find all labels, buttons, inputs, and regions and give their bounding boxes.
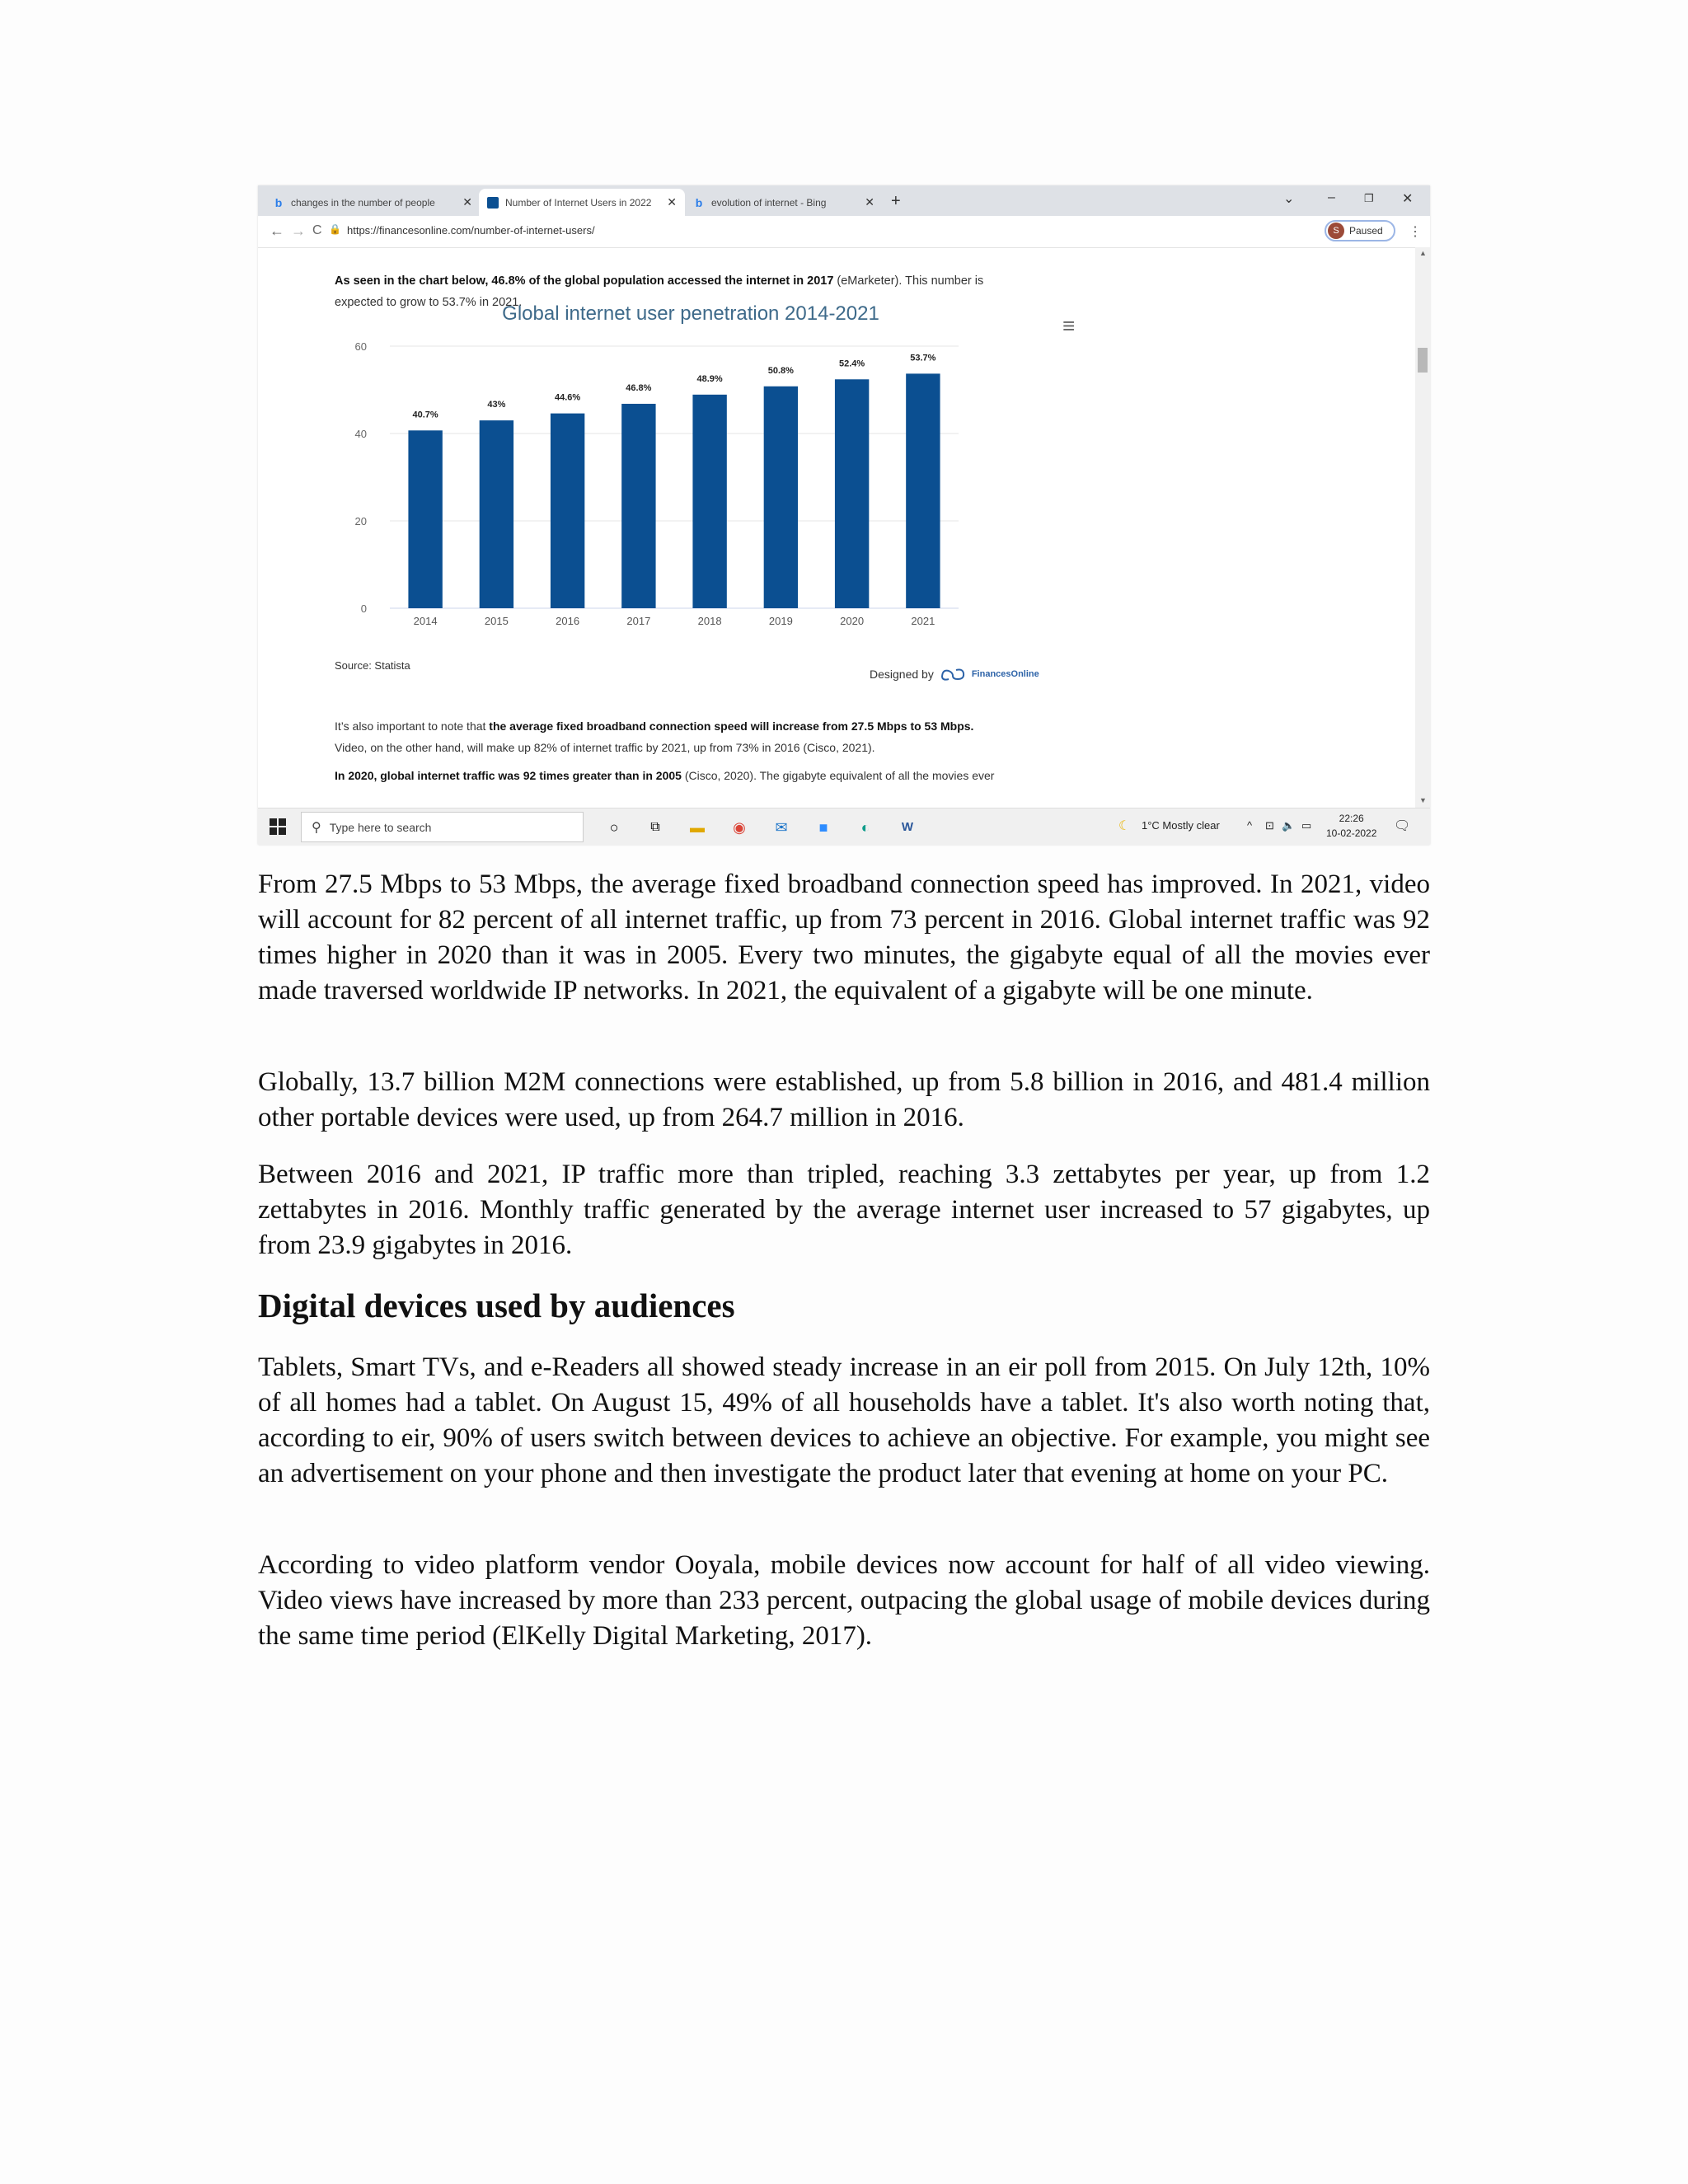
intro-bold: As seen in the chart below, 46.8% of the global population accessed the internet in 2017 [335,274,834,288]
profile-status: Paused [1349,225,1383,237]
bar [764,387,798,608]
intro-line2: expected to grow to 53.7% in 2021. [335,296,523,309]
tab-label: evolution of internet - Bing [711,196,827,209]
scroll-down-icon[interactable]: ▼ [1419,796,1427,804]
x-tick-label: 2021 [911,615,935,627]
bar [692,395,726,608]
intro-rest: (eMarketer). This number is [833,274,984,288]
tab-evolution-of-internet[interactable] [685,189,883,216]
bar [480,420,513,608]
scrollbar-thumb[interactable] [1418,348,1428,373]
edge-icon[interactable]: ◐ [860,819,870,836]
p3-bold: In 2020, global internet traffic was 92 times greater than in 2005 [335,769,682,782]
cortana-icon[interactable]: ○ [609,819,619,836]
weather-text[interactable]: 1°C Mostly clear [1142,819,1220,832]
taskbar [258,808,1430,845]
lock-icon: 🔒 [329,223,341,235]
web-page [258,247,1415,808]
x-tick-label: 2019 [768,615,793,627]
search-icon: ⚲ [312,820,321,835]
y-tick-label: 20 [354,515,367,527]
bar [551,414,584,608]
search-placeholder: Type here to search [329,820,432,834]
bar [906,373,940,608]
y-tick-label: 60 [354,340,367,353]
mail-icon[interactable]: ✉ [775,819,788,836]
word-icon[interactable]: W [901,820,914,834]
tab-label: changes in the number of people [291,196,435,209]
file-explorer-icon[interactable]: ▬ [690,819,705,836]
p3-rest: (Cisco, 2020). The gigabyte equivalent of all the movies ever [681,769,995,782]
forward-icon[interactable]: → [291,223,306,239]
weather-moon-icon: ☾ [1118,819,1131,833]
clock-date: 10-02-2022 [1326,827,1377,839]
paragraph-video-viewing: According to video platform vendor Ooyala, mobile devices now account for half of all video viewing. Video views have increased by more than 233 percent, outpacing the global usage of mobile devices during the same time period (ElKelly Digital Marketing, 2017). [258,1550,1430,1651]
paragraph-m2m: Globally, 13.7 billion M2M connections were established, up from 5.8 billion in 2016, and 481.4 million other portable devices were used, up from 264.7 million in 2016. [258,1067,1430,1132]
financesonline-logo-icon [939,666,967,682]
data-label: 52.4% [839,359,865,369]
notification-icon[interactable]: 🗨 [1394,819,1411,833]
close-icon[interactable]: ✕ [667,195,677,209]
x-tick-label: 2014 [413,615,438,627]
bar [408,430,442,608]
x-tick-label: 2018 [697,615,722,627]
bar [835,379,869,608]
hamburger-menu-icon[interactable]: ≡ [1062,313,1076,338]
chart-title: Global internet user penetration 2014-2021 [502,303,879,325]
data-label: 40.7% [412,410,438,420]
tab-number-of-internet-users[interactable] [479,189,685,216]
data-label: 53.7% [910,353,936,363]
tab-search-icon[interactable]: ⌄ [1283,192,1295,206]
chevron-up-icon[interactable]: ^ [1247,819,1253,832]
screenshot [258,185,1430,845]
back-icon[interactable]: ← [270,223,284,239]
section-heading: Digital devices used by audiences [258,1286,735,1324]
restore-button[interactable]: ❐ [1364,192,1374,204]
x-tick-label: 2016 [556,615,580,627]
zoom-icon[interactable]: ■ [818,819,828,836]
bing-icon: b [274,195,283,209]
brand-name: FinancesOnline [971,669,1039,679]
clock[interactable] [1326,811,1376,841]
bar-chart [324,303,1066,633]
y-tick-label: 0 [360,602,367,615]
designed-by-label: Designed by [870,668,934,681]
p2-bold: the average fixed broadband connection speed will increase from 27.5 Mbps to 53 Mbps. [489,719,974,733]
network-icon[interactable]: ⊡ [1265,819,1274,832]
close-window-button[interactable]: ✕ [1402,192,1414,206]
menu-icon[interactable]: ⋮ [1409,225,1422,239]
x-tick-label: 2015 [484,615,509,627]
p2-start: It’s also important to note that [335,719,490,733]
address-bar [258,216,1430,248]
data-label: 46.8% [626,382,652,393]
tab-label: Number of Internet Users in 2022 [505,196,652,209]
taskbar-search-input[interactable] [301,812,584,842]
new-tab-button[interactable]: + [891,192,901,210]
paragraph-ip-traffic: Between 2016 and 2021, IP traffic more than tripled, reaching 3.3 zettabytes per year, up from 1.2 zettabytes in 2016. Monthly traffic generated by the average internet user increased to 57 gigabytes, up from 23.9 gigabytes in 2016. [258,1160,1430,1260]
x-tick-label: 2020 [840,615,865,627]
reload-icon[interactable]: C [312,223,322,237]
close-icon[interactable]: ✕ [865,195,874,209]
minimize-button[interactable]: – [1328,190,1335,204]
chrome-icon[interactable]: ◉ [733,819,746,836]
data-label: 44.6% [555,392,581,403]
close-icon[interactable]: ✕ [462,195,472,209]
battery-icon[interactable]: ▭ [1301,819,1312,832]
financesonline-icon [487,197,499,209]
data-label: 50.8% [767,365,794,376]
bar [621,404,655,608]
avatar: S [1328,223,1344,239]
traffic-text [335,765,1101,786]
scrollbar[interactable] [1415,247,1430,808]
designed-by [870,666,1039,682]
data-label: 43% [487,400,506,410]
broadband-text [335,715,1101,758]
data-label: 48.9% [696,373,723,384]
bing-icon: b [695,195,703,209]
scroll-up-icon[interactable]: ▲ [1419,249,1427,257]
chart-source: Source: Statista [335,659,410,672]
x-tick-label: 2017 [626,615,651,627]
url-field[interactable]: https://financesonline.com/number-of-internet-users/ [347,224,595,237]
y-tick-label: 40 [354,428,367,440]
paragraph-digital-devices: Tablets, Smart TVs, and e-Readers all showed steady increase in an eir poll from 2015. On July 12th, 10% of all homes had a tablet. On August 15, 49% of all households have a tablet. It's also worth noting that, according to eir, 90% of users switch between devices to achieve an objective. For example, you might see an advertisement on your phone and then investigate the product later that evening at home on your PC. [258,1352,1430,1488]
p2-line2: Video, on the other hand, will make up 82% of internet traffic by 2021, up from 73% in 2016 (Cisco, 2021). [335,741,875,754]
profile-button[interactable] [1325,220,1395,241]
tab-bar [258,185,1430,216]
clock-time: 22:26 [1339,813,1364,824]
volume-icon[interactable]: 🔈 [1282,819,1296,832]
tab-changes-in-number[interactable] [265,189,481,216]
paragraph-broadband: From 27.5 Mbps to 53 Mbps, the average fixed broadband connection speed has improved. In 2021, video will account for 82 percent of all internet traffic, up from 73 percent in 2016. Global internet traffic was 92 times higher in 2020 than it was in 2005. Every two minutes, the gigabyte equal of all the movies ever made traversed worldwide IP networks. In 2021, the equivalent of a gigabyte will be one minute. [258,869,1430,1005]
windows-start-icon[interactable] [270,818,286,835]
task-view-icon[interactable]: ⧉ [650,820,660,834]
